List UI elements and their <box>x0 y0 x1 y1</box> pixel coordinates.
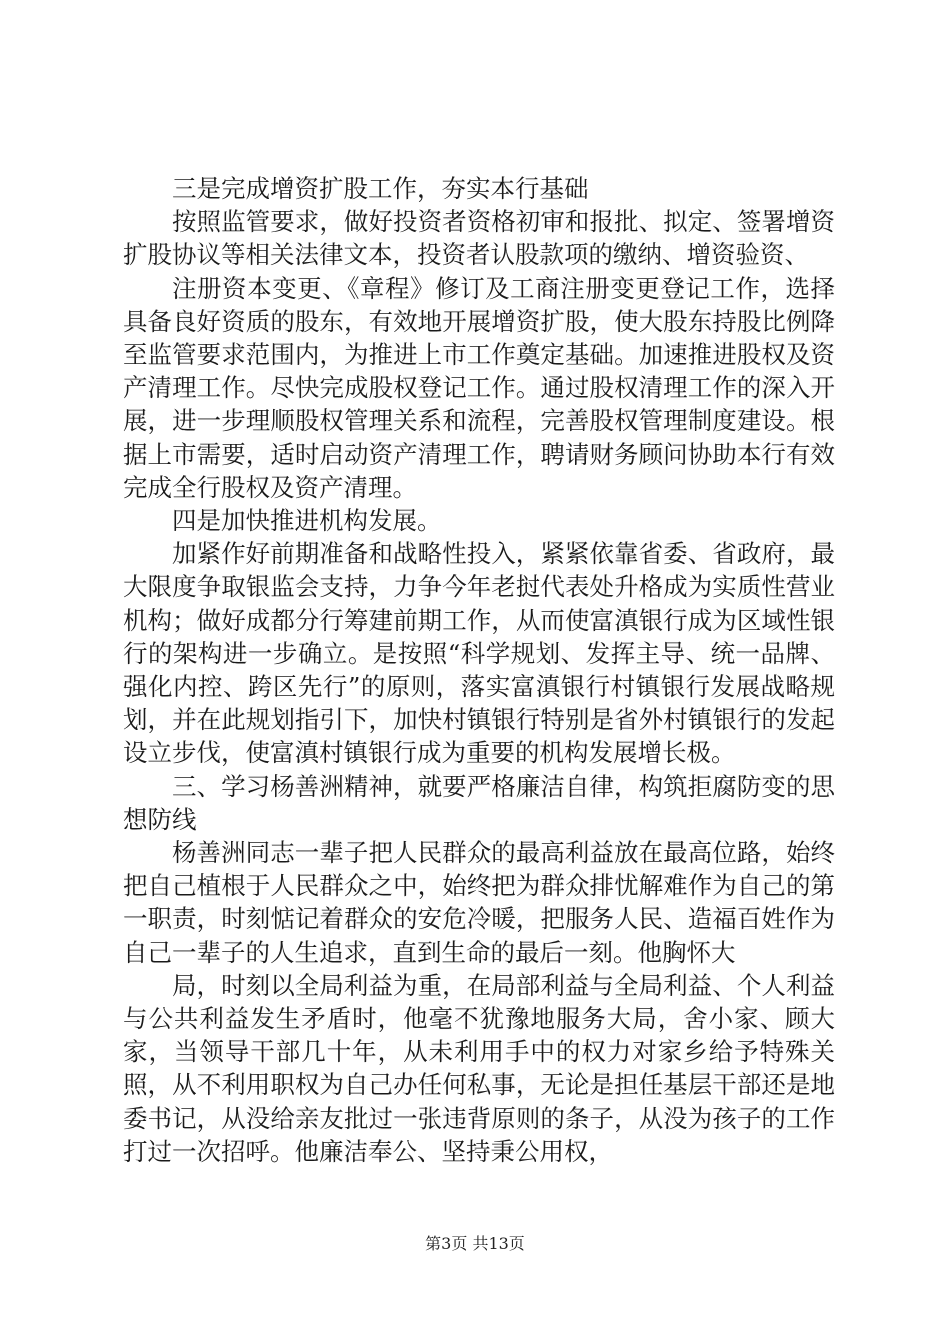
document-body <box>123 172 835 1168</box>
paragraph-yang-shanzhou: 杨善洲同志一辈子把人民群众的最高利益放在最高位路，始终把自己植根于人民群众之中，始终把为群众排忧解难作为自己的第一职责，时刻惦记着群众的安危冷暖，把服务人民、造福百姓作为自己一辈子的人生追求，直到生命的最后一刻。他胸怀大 <box>123 838 835 967</box>
page-number-footer: 第3页 共13页 <box>425 1234 525 1253</box>
paragraph-heading-integrity: 三、学习杨善洲精神，就要严格廉洁自律，构筑拒腐防变的思想防线 <box>123 771 835 834</box>
paragraph-overall-interest: 局，时刻以全局利益为重，在局部利益与全局利益、个人利益与公共利益发生矛盾时，他毫不犹豫地服务大局，舍小家、顾大家，当领导干部几十年，从未利用手中的权力对家乡给予特殊关照，从不利用职权为自己办任何私事，无论是担任基层干部还是地委书记，从没给亲友批过一张违背原则的条子，从没为孩子的工作打过一次招呼。他廉洁奉公、坚持秉公用权， <box>123 970 835 1166</box>
paragraph-heading-capital-increase: 三是完成增资扩股工作，夯实本行基础 <box>172 174 589 203</box>
paragraph-registered-capital: 注册资本变更、《章程》修订及工商注册变更登记工作，选择具备良好资质的股东，有效地开展增资扩股，使大股东持股比例降至监管要求范围内，为推进上市工作奠定基础。加速推进股权及资产清理工作。尽快完成股权登记工作。通过股权清理工作的深入开展，进一步理顺股权管理关系和流程，完善股权管理制度建设。根据上市需要，适时启动资产清理工作，聘请财务顾问协助本行有效完成全行股权及资产清理。 <box>123 273 835 502</box>
paragraph-strategic-investment: 加紧作好前期准备和战略性投入，紧紧依靠省委、省政府，最大限度争取银监会支持，力争今年老挝代表处升格成为实质性营业机构；做好成都分行筹建前期工作，从而使富滇银行成为区域性银行的架构进一步确立。是按照“科学规划、发挥主导、统一品牌、强化内控、跨区先行”的原则，落实富滇银行村镇银行发展战略规划，并在此规划指引下，加快村镇银行特别是省外村镇银行的发起设立步伐，使富滇村镇银行成为重要的机构发展增长极。 <box>123 539 835 768</box>
paragraph-heading-institution-development: 四是加快推进机构发展。 <box>172 506 442 536</box>
paragraph-regulatory-requirements: 按照监管要求，做好投资者资格初审和报批、拟定、签署增资扩股协议等相关法律文本，投资者认股款项的缴纳、增资验资、 <box>123 207 835 270</box>
